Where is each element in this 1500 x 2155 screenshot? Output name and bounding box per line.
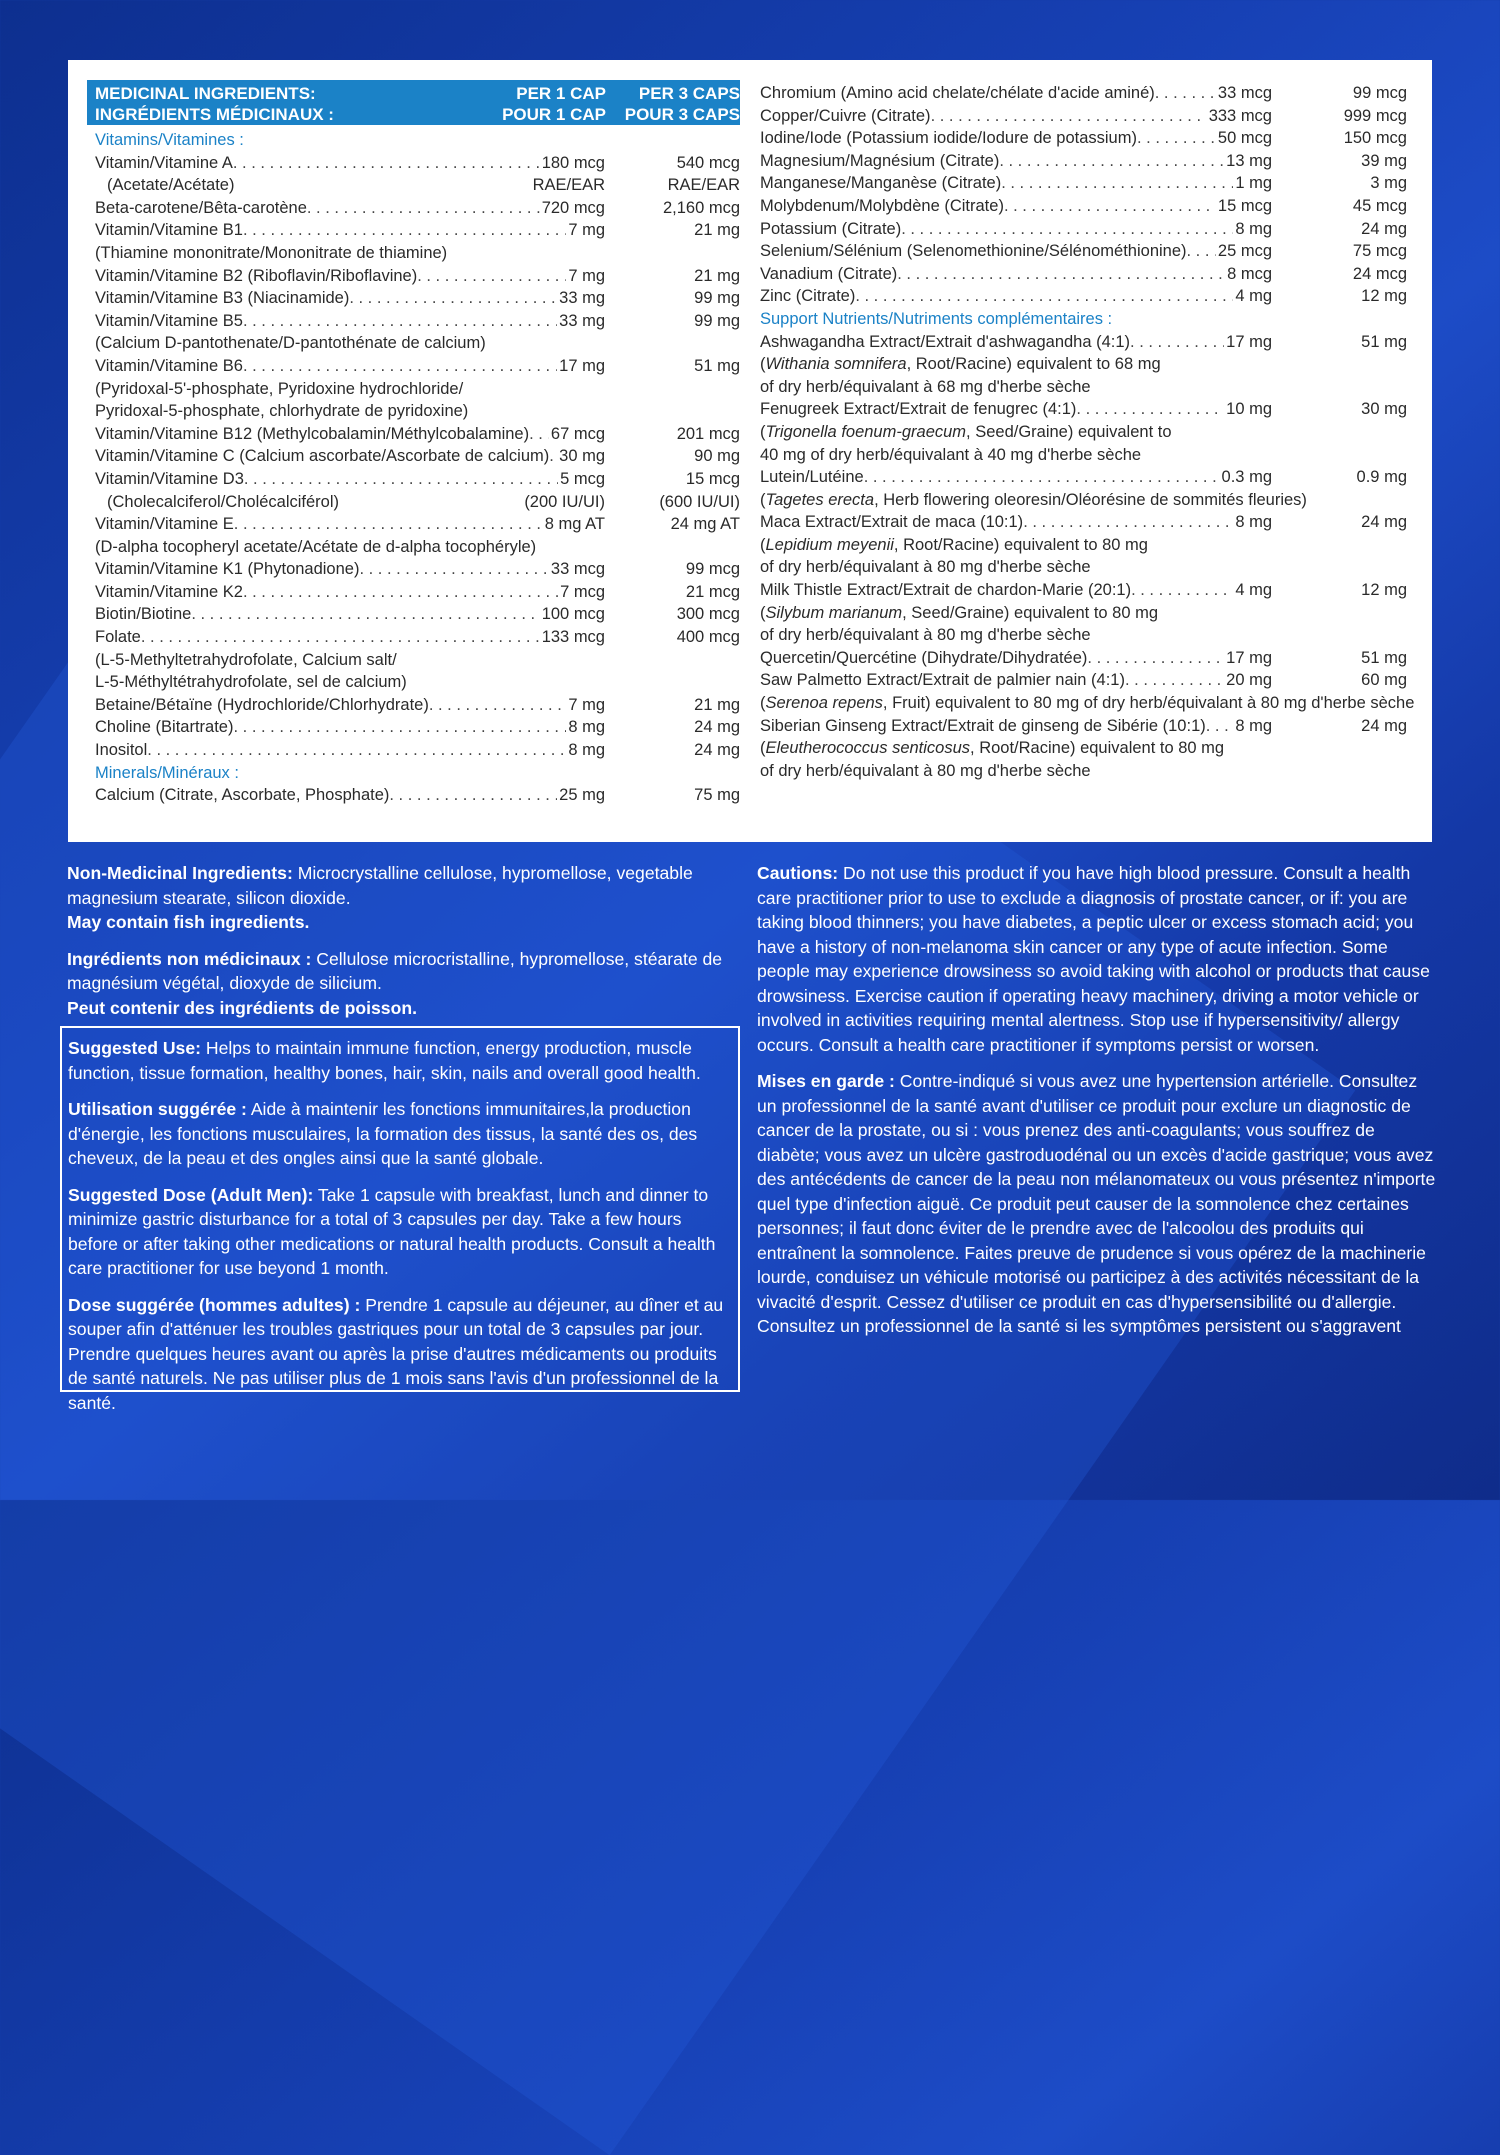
amount-per-3-caps: 2,160 mcg xyxy=(662,198,740,217)
ingredient-row xyxy=(760,579,1407,602)
ingredient-name: Magnesium/Magnésium (Citrate) xyxy=(760,151,1000,170)
dot-leader xyxy=(233,152,540,175)
ingredient-name: Inositol xyxy=(95,741,148,760)
ingredient-row xyxy=(760,105,1407,128)
amount-per-3-caps: 999 mcg xyxy=(1343,106,1407,125)
ingredient-detail: L-5-Méthyltétrahydrofolate, sel de calcium) xyxy=(95,673,407,692)
ingredient-name: Manganese/Manganèse (Citrate) xyxy=(760,174,1002,193)
ingredient-name: Maca Extract/Extrait de maca (10:1) xyxy=(760,513,1024,532)
ingredient-name: Beta-carotene/Bêta-carotène xyxy=(95,198,307,217)
ingredient-detail: 40 mg of dry herb/équivalant à 40 mg d'herbe sèche xyxy=(760,445,1142,464)
amount-per-cap: 30 mg xyxy=(559,447,605,466)
header-per-cap-fr: POUR 1 CAP xyxy=(502,105,606,124)
amount-per-3-caps: 15 mcg xyxy=(685,469,740,488)
ingredient-row xyxy=(95,694,740,717)
botanical-name: Trigonella foenum-graecum xyxy=(765,422,967,441)
ingredient-name: Milk Thistle Extract/Extrait de chardon-Marie (20:1) xyxy=(760,581,1132,600)
dot-leader xyxy=(243,219,566,242)
amount-per-3-caps: 60 mg xyxy=(1361,671,1407,690)
ingredient-row xyxy=(95,197,740,220)
amount-per-3-caps: 51 mg xyxy=(1361,648,1407,667)
amount-per-3-caps: 150 mcg xyxy=(1343,129,1407,148)
ingredient-name: Chromium (Amino acid chelate/chélate d'acide aminé) xyxy=(760,84,1155,102)
amount-per-3-caps: 300 mcg xyxy=(676,605,740,624)
dot-leader xyxy=(191,603,539,626)
ingredient-detail: (Pyridoxal-5'-phosphate, Pyridoxine hydrochloride/ xyxy=(95,379,464,398)
ingredient-name: Vitamin/Vitamine B1 xyxy=(95,221,243,240)
ingredient-name: Selenium/Sélénium (Selenomethionine/Sélénométhionine) xyxy=(760,242,1187,261)
section-heading: Support Nutrients/Nutriments complémentaires : xyxy=(760,309,1113,328)
amount-per-cap: 25 mg xyxy=(559,786,605,805)
source-detail: , Fruit) equivalent to 80 mg of dry herb/équivalant à 80 mg d'herbe sèche xyxy=(882,694,1415,713)
ingredient-row xyxy=(95,355,740,378)
ingredient-name: Quercetin/Quercétine (Dihydrate/Dihydratée) xyxy=(760,648,1088,667)
amount-per-cap: 100 mcg xyxy=(541,605,605,624)
amount-per-3-caps: 21 mg xyxy=(694,221,740,240)
ingredient-name: Calcium (Citrate, Ascorbate, Phosphate) xyxy=(95,786,390,805)
ingredient-row xyxy=(760,218,1407,241)
cautions-en-text: Do not use this product if you have high blood pressure. Consult a health care practitioner prior to use to exclude a diagnosis of prostate cancer, or if: you are taking blood thinners; you have diabetes, a peptic ulcer or excess stomach acid; you have a history of non-melanoma skin cancer or any type of acute infection. Some people may experience drowsiness so avoid taking with alcohol or products that cause drowsiness. Exercise caution if operating heavy machinery, driving a motor vehicle or involved in activities requiring mental alertness. Stop use if hypersensitivity/ allergy occurs. Consult a health care practitioner if symptoms persist or worsen. xyxy=(757,863,1430,1055)
ingredients-right-rows xyxy=(760,82,1415,782)
dot-leader xyxy=(1001,172,1233,195)
ingredient-form-row xyxy=(95,491,740,514)
ingredient-name: Copper/Cuivre (Citrate) xyxy=(760,106,931,125)
ingredient-row xyxy=(760,150,1407,173)
ingredient-detail: (L-5-Methyltetrahydrofolate, Calcium salt/ xyxy=(95,650,397,669)
amount-per-cap: 8 mcg xyxy=(1227,264,1272,283)
amount-per-cap: 8 mg AT xyxy=(544,515,605,534)
source-detail: , Root/Racine) equivalent to 80 mg xyxy=(893,535,1148,554)
amount-per-3-caps: 99 mcg xyxy=(685,560,740,579)
non-medicinal-fr-label: Ingrédients non médicinaux : xyxy=(67,948,312,969)
dot-leader xyxy=(1023,511,1233,534)
dot-leader xyxy=(429,694,566,717)
dot-leader xyxy=(1206,715,1234,738)
dot-leader xyxy=(864,466,1220,489)
cautions-section xyxy=(757,861,1437,1351)
ingredient-source: (Tagetes erecta, Herb flowering oleoresin/Oléorésine de sommités fleuries) xyxy=(760,490,1307,509)
amount-per-cap: 15 mcg xyxy=(1217,196,1272,215)
ingredient-name: Vitamin/Vitamine C (Calcium ascorbate/Ascorbate de calcium) xyxy=(95,447,550,466)
ingredient-detail: of dry herb/équivalant à 68 mg d'herbe sèche xyxy=(760,377,1091,396)
amount-per-cap: 7 mg xyxy=(568,221,605,240)
amount-per-3-caps: 21 mcg xyxy=(685,582,740,601)
ingredient-name: Molybdenum/Molybdène (Citrate) xyxy=(760,196,1004,215)
botanical-name: Lepidium meyenii xyxy=(765,535,894,554)
source-detail: , Root/Racine) equivalent to 68 mg xyxy=(906,355,1161,374)
ingredient-source: (Silybum marianum, Seed/Graine) equivalent to 80 mg xyxy=(760,603,1159,622)
botanical-name: Tagetes erecta xyxy=(765,490,875,509)
amount-per-3-caps: 201 mcg xyxy=(676,424,740,443)
header-per-cap-en: PER 1 CAP xyxy=(516,84,606,103)
amount-per-3-caps: 400 mcg xyxy=(676,628,740,647)
amount-per-3-caps: 24 mg AT xyxy=(670,515,740,534)
ingredient-name: Vanadium (Citrate) xyxy=(760,264,898,283)
form-per-cap: (200 IU/UI) xyxy=(524,492,605,511)
ingredient-row xyxy=(760,331,1407,354)
amount-per-cap: 10 mg xyxy=(1226,400,1272,419)
form-per-3-caps: RAE/EAR xyxy=(667,176,740,195)
ingredient-name: Zinc (Citrate) xyxy=(760,287,856,306)
amount-per-cap: 7 mg xyxy=(568,695,605,714)
fish-warning-fr: Peut contenir des ingrédients de poisson. xyxy=(67,997,417,1018)
amount-per-cap: 67 mcg xyxy=(550,424,605,443)
amount-per-cap: 33 mg xyxy=(559,311,605,330)
suggested-dose-en-text: Take 1 capsule with breakfast, lunch and dinner to minimize gastric disturbance for a total of 3 capsules per day. Take a few hours before or after taking other medications or natural health products. Consult a health care practitioner for use beyond 1 month. xyxy=(68,1184,716,1278)
ingredient-row xyxy=(760,285,1407,308)
ingredient-row xyxy=(95,152,740,175)
amount-per-3-caps: 99 mg xyxy=(694,289,740,308)
suggested-use-fr-label: Utilisation suggérée : xyxy=(68,1099,247,1119)
ingredient-form: (Acetate/Acétate) xyxy=(107,176,235,195)
botanical-name: Eleutherococcus senticosus xyxy=(765,739,971,758)
ingredient-row xyxy=(95,603,740,626)
header-ingredients-en: MEDICINAL INGREDIENTS: xyxy=(95,84,316,103)
amount-per-cap: 50 mcg xyxy=(1217,129,1272,148)
dot-leader xyxy=(243,310,557,333)
dot-leader xyxy=(1137,127,1216,150)
ingredient-name: Saw Palmetto Extract/Extrait de palmier nain (4:1) xyxy=(760,671,1125,690)
amount-per-3-caps: 99 mcg xyxy=(1352,84,1407,102)
amount-per-cap: 8 mg xyxy=(1235,716,1272,735)
header-ingredients-fr: INGRÉDIENTS MÉDICINAUX : xyxy=(95,105,334,124)
ingredient-source: (Eleutherococcus senticosus, Root/Racine) equivalent to 80 mg xyxy=(760,739,1225,758)
ingredient-row xyxy=(760,127,1407,150)
suggested-use-en-text: Helps to maintain immune function, energy production, muscle function, tissue formation, healthy bones, hair, skin, nails and overall good health. xyxy=(68,1038,701,1083)
amount-per-cap: 720 mcg xyxy=(541,198,605,217)
dot-leader xyxy=(389,784,557,807)
ingredient-name: Betaine/Bétaïne (Hydrochloride/Chlorhydrate) xyxy=(95,695,429,714)
ingredient-row xyxy=(760,669,1407,692)
dot-leader xyxy=(243,355,557,378)
amount-per-3-caps: 24 mcg xyxy=(1352,264,1407,283)
ingredient-source: (Serenoa repens, Fruit) equivalent to 80 mg of dry herb/équivalant à 80 mg d'herbe sèche xyxy=(760,694,1415,713)
ingredient-detail: (Thiamine mononitrate/Mononitrate de thiamine) xyxy=(95,243,448,262)
dot-leader xyxy=(1076,398,1224,421)
ingredient-name: Siberian Ginseng Extract/Extrait de ginseng de Sibérie (10:1) xyxy=(760,716,1206,735)
dot-leader xyxy=(359,558,548,581)
ingredient-row xyxy=(760,82,1407,105)
amount-per-cap: 8 mg xyxy=(1235,219,1272,238)
ingredient-row xyxy=(95,739,740,762)
amount-per-cap: 333 mcg xyxy=(1208,106,1272,125)
dot-leader xyxy=(243,581,558,604)
suggested-dose-en-label: Suggested Dose (Adult Men): xyxy=(68,1184,314,1205)
dot-leader xyxy=(307,197,540,220)
ingredient-row xyxy=(95,219,740,242)
ingredient-row xyxy=(760,398,1407,421)
ingredient-form-row xyxy=(95,174,740,197)
dot-leader xyxy=(349,287,557,310)
ingredient-row xyxy=(95,310,740,333)
amount-per-3-caps: 30 mg xyxy=(1361,400,1407,419)
ingredient-detail: (Calcium D-pantothenate/D-pantothénate de calcium) xyxy=(95,334,486,353)
dot-leader xyxy=(901,218,1233,241)
non-medicinal-fr-text: Cellulose microcristalline, hypromellose, stéarate de magnésium végétal, dioxyde de silicium. xyxy=(67,948,723,993)
amount-per-3-caps: 24 mg xyxy=(1361,513,1407,532)
ingredient-name: Vitamin/Vitamine B5 xyxy=(95,311,243,330)
ingredient-name: Biotin/Biotine xyxy=(95,605,192,624)
ingredient-name: Choline (Bitartrate) xyxy=(95,718,234,737)
amount-per-3-caps: 39 mg xyxy=(1361,151,1407,170)
amount-per-cap: 17 mg xyxy=(1226,332,1272,351)
dot-leader xyxy=(244,468,558,491)
dot-leader xyxy=(1187,240,1216,263)
ingredient-name: Vitamin/Vitamine K2 xyxy=(95,582,243,601)
dot-leader xyxy=(141,626,540,649)
ingredient-source: (Lepidium meyenii, Root/Racine) equivalent to 80 mg xyxy=(760,535,1148,554)
ingredients-right-column xyxy=(760,82,1415,782)
ingredient-row xyxy=(760,715,1407,738)
amount-per-3-caps: 24 mg xyxy=(694,741,740,760)
source-detail: , Seed/Graine) equivalent to xyxy=(966,422,1172,441)
amount-per-cap: 13 mg xyxy=(1226,151,1272,170)
ingredient-form: (Cholecalciferol/Cholécalciférol) xyxy=(107,492,340,511)
cautions-en-label: Cautions: xyxy=(757,863,839,883)
amount-per-cap: 33 mcg xyxy=(1217,84,1272,102)
amount-per-3-caps: 24 mg xyxy=(1361,716,1407,735)
dot-leader xyxy=(1004,195,1216,218)
suggested-dose-fr-label: Dose suggérée (hommes adultes) : xyxy=(68,1294,361,1315)
ingredient-name: Vitamin/Vitamine B2 (Riboflavin/Riboflavine) xyxy=(95,266,418,285)
botanical-name: Silybum marianum xyxy=(765,603,903,622)
ingredient-detail: (D-alpha tocopheryl acetate/Acétate de d-alpha tocophéryle) xyxy=(95,537,537,556)
ingredient-detail: Pyridoxal-5-phosphate, chlorhydrate de pyridoxine) xyxy=(95,402,469,421)
ingredients-panel xyxy=(68,60,1432,842)
dot-leader xyxy=(1130,331,1224,354)
dot-leader xyxy=(897,263,1225,286)
ingredient-name: Lutein/Lutéine xyxy=(760,468,864,487)
dot-leader xyxy=(1087,647,1224,670)
ingredient-row xyxy=(760,511,1407,534)
ingredient-name: Vitamin/Vitamine B12 (Methylcobalamin/Méthylcobalamine) xyxy=(95,424,530,443)
ingredient-name: Iodine/Iode (Potassium iodide/Iodure de potassium) xyxy=(760,129,1137,148)
ingredient-row xyxy=(760,172,1407,195)
amount-per-3-caps: 24 mg xyxy=(1361,219,1407,238)
ingredient-row xyxy=(95,784,740,807)
ingredients-left-rows xyxy=(87,125,740,807)
ingredient-name: Ashwagandha Extract/Extrait d'ashwagandha (4:1) xyxy=(760,332,1131,351)
ingredient-row xyxy=(95,716,740,739)
amount-per-3-caps: 90 mg xyxy=(694,447,740,466)
non-medicinal-section xyxy=(67,861,737,1032)
ingredients-table-header xyxy=(87,80,740,125)
source-detail: , Herb flowering oleoresin/Oléorésine de sommités fleuries) xyxy=(874,490,1307,509)
dot-leader xyxy=(931,105,1207,128)
ingredient-row xyxy=(760,647,1407,670)
suggested-use-fr-text: Aide à maintenir les fonctions immunitaires,la production d'énergie, les fonctions musculaires, la formation des tissus, la santé des os, des cheveux, de la peau et des ongles ainsi que la santé globale. xyxy=(68,1099,698,1168)
amount-per-3-caps: 3 mg xyxy=(1370,174,1407,193)
dot-leader xyxy=(549,445,557,468)
amount-per-cap: 8 mg xyxy=(568,718,605,737)
amount-per-cap: 5 mcg xyxy=(560,469,605,488)
ingredient-row xyxy=(95,626,740,649)
amount-per-3-caps: 12 mg xyxy=(1361,581,1407,600)
amount-per-3-caps: 75 mg xyxy=(694,786,740,805)
usage-box xyxy=(60,1026,740,1413)
section-heading: Vitamins/Vitamines : xyxy=(95,131,244,149)
dot-leader xyxy=(1125,669,1224,692)
amount-per-cap: 8 mg xyxy=(1235,513,1272,532)
botanical-name: Serenoa repens xyxy=(765,694,883,713)
amount-per-3-caps: 51 mg xyxy=(1361,332,1407,351)
ingredient-row xyxy=(760,240,1407,263)
header-per-3caps-en: PER 3 CAPS xyxy=(638,84,740,103)
ingredient-name: Potassium (Citrate) xyxy=(760,219,902,238)
ingredient-source: (Withania somnifera, Root/Racine) equivalent to 68 mg xyxy=(760,355,1161,374)
ingredients-left-column xyxy=(87,80,740,807)
amount-per-3-caps: 21 mg xyxy=(694,266,740,285)
source-detail: , Seed/Graine) equivalent to 80 mg xyxy=(902,603,1159,622)
amount-per-cap: 17 mg xyxy=(1226,648,1272,667)
amount-per-3-caps: 0.9 mg xyxy=(1356,468,1407,487)
amount-per-cap: 20 mg xyxy=(1226,671,1272,690)
amount-per-3-caps: 21 mg xyxy=(694,695,740,714)
dot-leader xyxy=(999,150,1224,173)
amount-per-cap: 133 mcg xyxy=(541,628,605,647)
dot-leader xyxy=(855,285,1233,308)
ingredient-row xyxy=(95,445,740,468)
ingredient-name: Vitamin/Vitamine A xyxy=(95,153,233,172)
ingredient-name: Vitamin/Vitamine K1 (Phytonadione) xyxy=(95,560,360,579)
form-per-cap: RAE/EAR xyxy=(532,176,605,195)
amount-per-3-caps: 24 mg xyxy=(694,718,740,737)
non-medicinal-en-label: Non-Medicinal Ingredients: xyxy=(67,863,293,883)
amount-per-cap: 4 mg xyxy=(1235,287,1272,306)
amount-per-3-caps: 12 mg xyxy=(1361,287,1407,306)
ingredient-name: Fenugreek Extract/Extrait de fenugrec (4:1) xyxy=(760,400,1077,419)
dot-leader xyxy=(1131,579,1233,602)
botanical-name: Withania somnifera xyxy=(765,355,907,374)
ingredient-detail: of dry herb/équivalant à 80 mg d'herbe sèche xyxy=(760,626,1091,645)
ingredient-row xyxy=(95,423,740,446)
amount-per-3-caps: 540 mcg xyxy=(676,153,740,172)
amount-per-cap: 17 mg xyxy=(559,356,605,375)
amount-per-3-caps: 51 mg xyxy=(694,356,740,375)
ingredient-detail: of dry herb/équivalant à 80 mg d'herbe sèche xyxy=(760,558,1091,577)
ingredient-detail: of dry herb/équivalant à 80 mg d'herbe sèche xyxy=(760,761,1091,780)
dot-leader xyxy=(147,739,566,762)
ingredient-name: Vitamin/Vitamine E xyxy=(95,515,234,534)
header-per-3caps-fr: POUR 3 CAPS xyxy=(624,105,740,124)
ingredient-row xyxy=(760,195,1407,218)
ingredient-row xyxy=(760,466,1407,489)
amount-per-3-caps: 45 mcg xyxy=(1352,196,1407,215)
section-heading: Minerals/Minéraux : xyxy=(95,763,239,782)
amount-per-cap: 33 mcg xyxy=(550,560,605,579)
amount-per-cap: 8 mg xyxy=(568,741,605,760)
ingredient-name: Folate xyxy=(95,628,141,647)
ingredient-row xyxy=(95,581,740,604)
ingredient-row xyxy=(95,513,740,536)
amount-per-cap: 7 mg xyxy=(568,266,605,285)
amount-per-3-caps: 99 mg xyxy=(694,311,740,330)
ingredient-row xyxy=(95,265,740,288)
dot-leader xyxy=(417,265,566,288)
amount-per-cap: 25 mcg xyxy=(1217,242,1272,261)
ingredient-row xyxy=(95,468,740,491)
dot-leader xyxy=(1155,82,1216,105)
dot-leader xyxy=(234,513,543,536)
ingredient-row xyxy=(760,263,1407,286)
suggested-use-en-label: Suggested Use: xyxy=(68,1038,201,1058)
ingredient-row xyxy=(95,558,740,581)
cautions-fr-text: Contre-indiqué si vous avez une hypertension artérielle. Consultez un professionnel de la santé avant d'utiliser ce produit pour exclure un diagnostic de cancer de la prostate, ou si : vous prenez des anti-coagulants; vous souffrez de diabète; vous avez un ulcère gastroduodénal ou un excès d'acide gastrique; vous avez des antécédents de cancer de la peau non mélanomateux ou vous présentez n'importe quel type d'infection aiguë. Ce produit peut causer de la somnolence chez certaines personnes; il faut donc éviter de le prendre avec de l'alcoolou des produits qui entraînent la somnolence. Faites preuve de prudence si vous opérez de la machinerie lourde, conduisez un véhicule motorisé ou participez à des activités nécessitant de la vivacité d'esprit. Cessez d'utiliser ce produit en cas d'hypersensibilité ou d'allergie. Consultez un professionnel de la santé si les symptômes persistent ou s'aggravent xyxy=(757,1071,1436,1336)
amount-per-cap: 4 mg xyxy=(1235,581,1272,600)
fish-warning-en: May contain fish ingredients. xyxy=(67,912,310,932)
amount-per-3-caps: 75 mcg xyxy=(1352,242,1407,261)
ingredient-source: (Trigonella foenum-graecum, Seed/Graine) equivalent to xyxy=(760,422,1172,441)
dot-leader xyxy=(233,716,566,739)
amount-per-cap: 33 mg xyxy=(559,289,605,308)
cautions-fr-label: Mises en garde : xyxy=(757,1071,895,1091)
amount-per-cap: 180 mcg xyxy=(541,153,605,172)
ingredient-name: Vitamin/Vitamine B3 (Niacinamide) xyxy=(95,289,350,308)
amount-per-cap: 0.3 mg xyxy=(1221,468,1272,487)
ingredient-name: Vitamin/Vitamine D3 xyxy=(95,469,244,488)
dot-leader xyxy=(529,423,549,446)
non-medicinal-en-text: Microcrystalline cellulose, hypromellose, vegetable magnesium stearate, silicon dioxide. xyxy=(67,863,693,908)
source-detail: , Root/Racine) equivalent to 80 mg xyxy=(970,739,1225,758)
amount-per-cap: 1 mg xyxy=(1235,174,1272,193)
ingredient-row xyxy=(95,287,740,310)
ingredient-name: Vitamin/Vitamine B6 xyxy=(95,356,243,375)
form-per-3-caps: (600 IU/UI) xyxy=(659,492,740,511)
amount-per-cap: 7 mcg xyxy=(560,582,605,601)
suggested-dose-fr-text: Prendre 1 capsule au déjeuner, au dîner et au souper afin d'atténuer les troubles gastriques pour un total de 3 capsules par jour. Prendre quelques heures avant ou après la prise d'autres médicaments ou produits de santé naturels. Ne pas utiliser plus de 1 mois sans l'avis d'un professionnel de la santé. xyxy=(68,1294,724,1413)
